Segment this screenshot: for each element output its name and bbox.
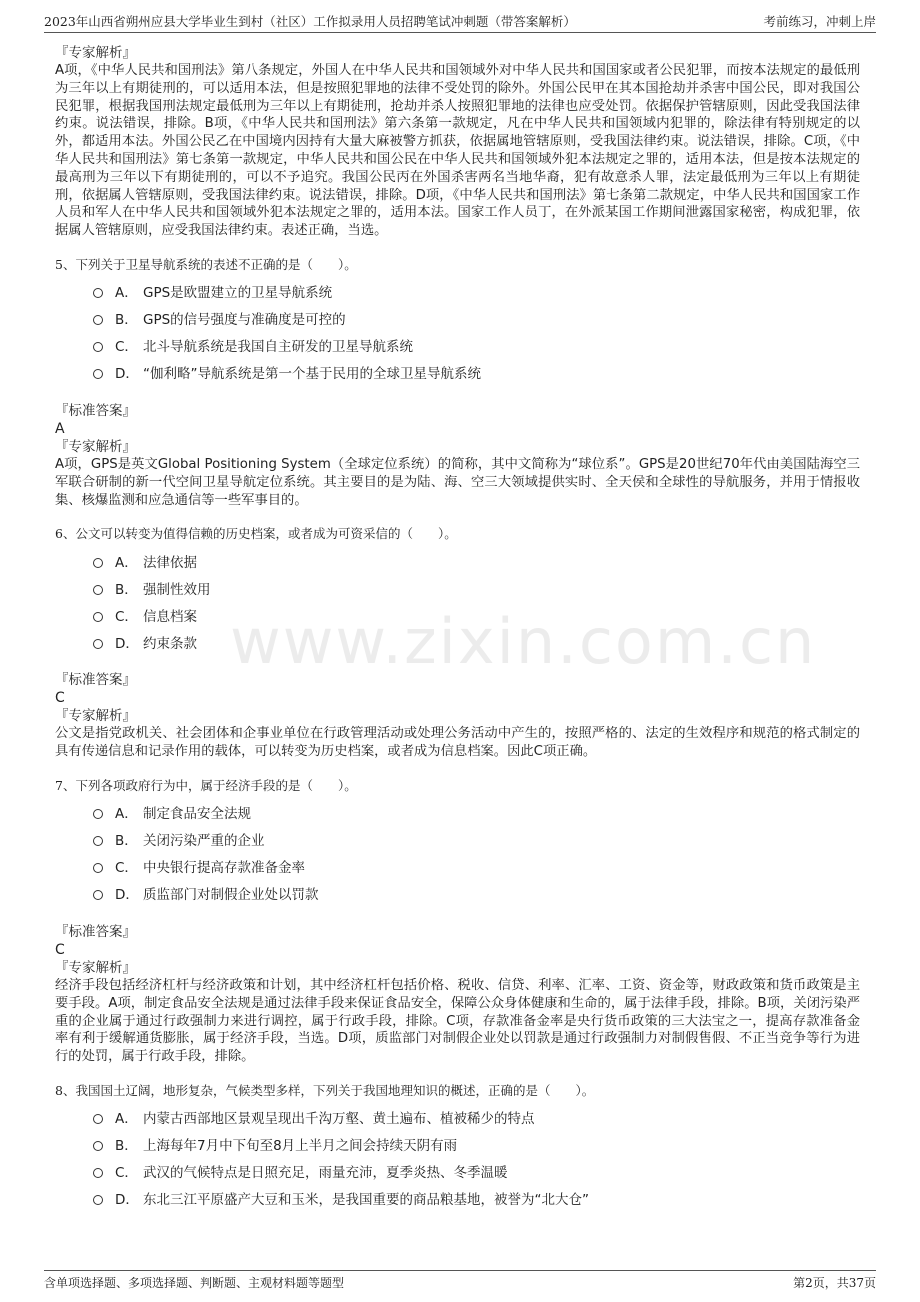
option-text: “伽利略”导航系统是第一个基于民用的全球卫星导航系统 (143, 366, 481, 383)
option-text: 约束条款 (143, 635, 197, 652)
page-footer (44, 1270, 876, 1291)
expert-analysis-label: 『专家解析』 (55, 438, 136, 455)
page-number: 第2页，共37页 (793, 1276, 876, 1290)
question-stem: 6、公文可以转变为值得信赖的历史档案，或者成为可资采信的（ ）。 (55, 526, 457, 542)
question-stem: 5、下列关于卫星导航系统的表述不正确的是（ ）。 (55, 256, 357, 272)
option-letter: A． (115, 1111, 138, 1128)
radio-icon[interactable] (93, 342, 103, 352)
option-text: 强制性效用 (143, 581, 211, 598)
option-text: 中央银行提高存款准备金率 (143, 860, 305, 877)
option-letter: C． (115, 860, 138, 877)
expert-analysis-label: 『专家解析』 (55, 959, 136, 976)
radio-icon[interactable] (93, 558, 103, 568)
option-letter: D． (115, 366, 139, 383)
standard-answer-label: 『标准答案』 (55, 402, 136, 419)
radio-icon[interactable] (93, 890, 103, 900)
option-text: 上海每年7月中下旬至8月上半月之间会持续天阴有雨 (143, 1138, 458, 1155)
option-text: 武汉的气候特点是日照充足，雨量充沛，夏季炎热、冬季温暖 (143, 1165, 508, 1182)
option-b[interactable] (93, 826, 860, 853)
option-letter: B． (115, 833, 138, 850)
option-c[interactable] (93, 853, 860, 880)
option-letter: D． (115, 887, 139, 904)
option-d[interactable] (93, 1185, 860, 1212)
option-letter: A． (115, 285, 138, 302)
option-letter: D． (115, 1192, 139, 1209)
question-stem: 8、我国国土辽阔，地形复杂，气候类型多样，下列关于我国地理知识的概述，正确的是（ ）。 (55, 1082, 595, 1098)
option-letter: A． (115, 554, 138, 571)
option-text: 质监部门对制假企业处以罚款 (143, 887, 319, 904)
radio-icon[interactable] (93, 315, 103, 325)
option-letter: A． (115, 806, 138, 823)
expert-analysis-label: 『专家解析』 (55, 45, 136, 61)
option-list (93, 1104, 860, 1212)
option-c[interactable] (93, 1158, 860, 1185)
option-text: 内蒙古西部地区景观呈现出千沟万壑、黄土遍布、植被稀少的特点 (143, 1111, 535, 1128)
option-a[interactable] (93, 799, 860, 826)
watermark: www.zixin.com.cn (230, 605, 817, 678)
expert-analysis-label: 『专家解析』 (55, 708, 136, 725)
option-letter: B． (115, 312, 138, 329)
analysis-text: 公文是指党政机关、社会团体和企事业单位在行政管理活动或处理公务活动中产生的，按照严格的、法定的生效程序和规范的格式制定的具有传递信息和记录作用的载体，可以转变为历史档案，或者成为信息档案。因此C项正确。 (55, 726, 860, 760)
radio-icon[interactable] (93, 288, 103, 298)
option-text: 制定食品安全法规 (143, 806, 251, 823)
radio-icon[interactable] (93, 809, 103, 819)
option-a[interactable] (93, 547, 860, 574)
option-letter: C． (115, 1165, 138, 1182)
option-letter: C． (115, 608, 138, 625)
option-d[interactable] (93, 359, 860, 386)
option-text: 信息档案 (143, 608, 197, 625)
radio-icon[interactable] (93, 1195, 103, 1205)
analysis-text: 经济手段包括经济杠杆与经济政策和计划，其中经济杠杆包括价格、税收、信贷、利率、汇率、工资、资金等，财政政策和货币政策是主要手段。A项，制定食品安全法规是通过法律手段来保证食品安全，保障公众身体健康和生命的，属于法律手段，排除。B项，关闭污染严重的企业属于通过行政强制力来进行调控，属于行政手段，排除。C项，存款准备金率是央行货币政策的三大法宝之一，提高存款准备金率有利于缓解通货膨胀，属于经济手段，当选。D项，质监部门对制假企业处以罚款是通过行政强制力对制假售假、不正当竞争等行为进行的处罚，属于行政手段，排除。 (55, 977, 860, 1065)
option-b[interactable] (93, 305, 860, 332)
option-d[interactable] (93, 880, 860, 907)
radio-icon[interactable] (93, 369, 103, 379)
option-letter: B． (115, 581, 138, 598)
answer-value: A (55, 420, 65, 437)
option-a[interactable] (93, 278, 860, 305)
option-letter: C． (115, 339, 138, 356)
radio-icon[interactable] (93, 639, 103, 649)
option-text: GPS是欧盟建立的卫星导航系统 (143, 285, 333, 302)
option-letter: D． (115, 635, 139, 652)
option-d[interactable] (93, 628, 860, 655)
answer-value: C (55, 690, 65, 707)
analysis-text: A项，GPS是英文Global Positioning System（全球定位系统）的简称，其中文简称为“球位系”。GPS是20世纪70年代由美国陆海空三军联合研制的新一代空间卫星导航定位系统。其主要目的是为陆、海、空三大领域提供实时、全天侯和全球性的导航服务，并用于情报收集、核爆监测和应急通信等一些军事目的。 (55, 456, 860, 508)
header-slogan: 考前练习，冲刺上岸 (763, 14, 876, 29)
option-text: 北斗导航系统是我国自主研发的卫星导航系统 (143, 339, 413, 356)
footer-note: 含单项选择题、多项选择题、判断题、主观材料题等题型 (44, 1276, 345, 1290)
standard-answer-label: 『标准答案』 (55, 923, 136, 940)
option-list (93, 799, 860, 907)
page-content (55, 44, 860, 1228)
answer-value: C (55, 941, 65, 958)
option-c[interactable] (93, 601, 860, 628)
radio-icon[interactable] (93, 612, 103, 622)
option-list (93, 547, 860, 655)
standard-answer-label: 『标准答案』 (55, 672, 136, 689)
question-stem: 7、下列各项政府行为中，属于经济手段的是（ ）。 (55, 777, 357, 793)
option-text: 法律依据 (143, 554, 197, 571)
option-text: GPS的信号强度与准确度是可控的 (143, 312, 346, 329)
radio-icon[interactable] (93, 836, 103, 846)
option-b[interactable] (93, 1131, 860, 1158)
radio-icon[interactable] (93, 585, 103, 595)
radio-icon[interactable] (93, 863, 103, 873)
option-text: 关闭污染严重的企业 (143, 833, 265, 850)
option-c[interactable] (93, 332, 860, 359)
option-b[interactable] (93, 574, 860, 601)
radio-icon[interactable] (93, 1114, 103, 1124)
document-title: 2023年山西省朔州应县大学毕业生到村（社区）工作拟录用人员招聘笔试冲刺题（带答案解析） (44, 14, 576, 29)
option-list (93, 278, 860, 386)
option-a[interactable] (93, 1104, 860, 1131)
option-text: 东北三江平原盛产大豆和玉米，是我国重要的商品粮基地，被誉为“北大仓” (143, 1192, 589, 1209)
radio-icon[interactable] (93, 1168, 103, 1178)
analysis-text: A项，《中华人民共和国刑法》第八条规定，外国人在中华人民共和国领域外对中华人民共和国国家或者公民犯罪，而按本法规定的最低刑为三年以上有期徒刑的，可以适用本法，但是按照犯罪地的法律不受处罚的除外。外国公民甲在其本国抢劫并杀害中国公民，即对我国公民犯罪，根据我国刑法规定最低刑为三年以上有期徒刑，抢劫并杀人按照犯罪地的法律也应受处罚。依据保护管辖原则，因此受我国法律约束。说法错误，排除。B项，《中华人民共和国刑法》第六条第一款规定，凡在中华人民共和国领域内犯罪的，除法律有特别规定的以外，都适用本法。外国公民乙在中国境内因持有大量大麻被警方抓获，依据属地管辖原则，受我国法律约束。说法错误，排除。C项，《中华人民共和国刑法》第七条第一款规定，中华人民共和国公民在中华人民共和国领域外犯本法规定之罪的，适用本法，但是按本法规定的最高刑为三年以下有期徒刑的，可以不予追究。我国公民丙在外国杀害两名当地华裔，犯有故意杀人罪，法定最低刑为三年以上有期徒刑，依据属人管辖原则，受我国法律约束。说法错误，排除。D项，《中华人民共和国刑法》第七条第二款规定，中华人民共和国国家工作人员和军人在中华人民共和国领域外犯本法规定之罪的，适用本法。国家工作人员丁，在外派某国工作期间泄露国家秘密，构成犯罪，依据属人管辖原则，应受我国法律约束。表述正确，当选。 (55, 63, 860, 239)
option-letter: B． (115, 1138, 138, 1155)
radio-icon[interactable] (93, 1141, 103, 1151)
page-header (44, 12, 876, 33)
